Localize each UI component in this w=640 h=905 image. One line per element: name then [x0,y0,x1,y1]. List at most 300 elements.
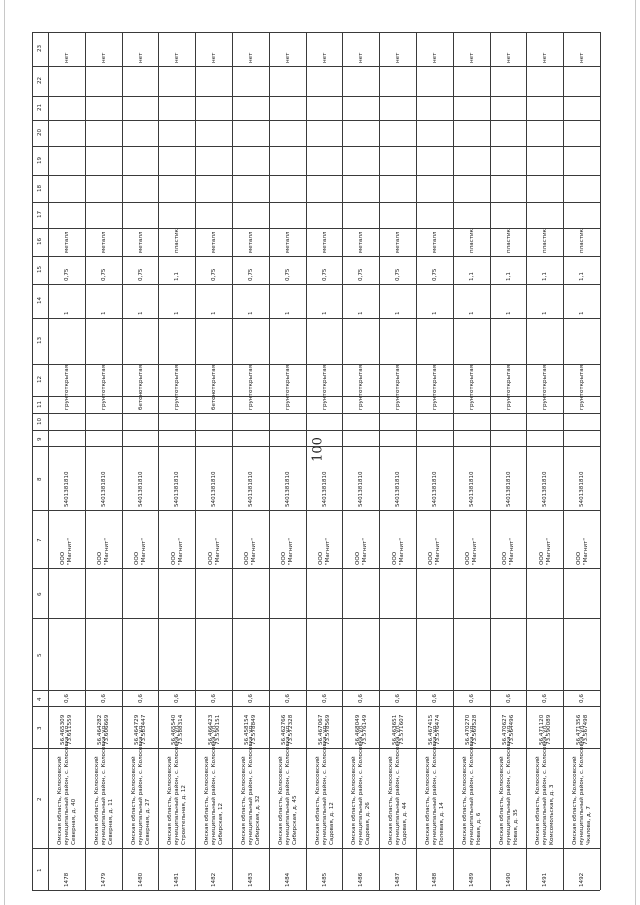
cell-c14: 1 [542,311,549,315]
cell-c3: 73.569528 [472,714,479,745]
cell-c12: открытая [247,364,254,393]
cell-c1: 1479 [100,872,107,887]
cell-c15: 0,75 [431,268,438,281]
cell-c2: Новая, д. 6 [475,812,482,845]
cell-c8: 5401381810 [358,471,365,507]
cell-c23: нет [247,52,254,63]
cell-c2: муниципальный район, с. Колосовка, ул. [358,724,365,845]
cell-c2: Северная, д. 11 [107,798,114,845]
column-header-2: 2 [37,797,43,801]
cell-c14: 1 [358,311,365,315]
grid-line-h [32,413,600,414]
cell-c2: Омская область, Колосовский [424,756,431,845]
cell-c3: 73.578849 [251,714,258,745]
cell-c15: 0,75 [358,268,365,281]
cell-c12: открытая [358,364,365,393]
grid-line-h [32,446,600,447]
grid-line-h [32,32,600,33]
column-header-7: 7 [37,538,43,542]
cell-c7: "Магнит" [472,538,479,565]
grid-line-v [453,32,454,890]
grid-line-v [48,32,49,890]
cell-c2: Омская область, Колосовский [56,756,63,845]
cell-c3: 73.590151 [214,714,221,745]
cell-c12: открытая [395,364,402,393]
cell-c12: открытая [284,364,291,393]
column-header-18: 18 [37,184,43,192]
grid-line-h [32,364,600,365]
grid-line-h [32,96,600,97]
column-header-20: 20 [37,128,43,136]
cell-c3: 56.467067 [318,714,324,745]
cell-c8: 5401381810 [247,471,254,507]
cell-c11: грунт [395,393,402,410]
cell-c7: ООО [465,551,472,565]
grid-line-h [32,318,600,319]
cell-c2: Северная, д. 40 [70,798,77,845]
cell-c11: грунт [431,393,438,410]
cell-c3: 56.464282 [97,714,104,745]
cell-c3: 56.470270 [465,714,472,745]
cell-c8: 5401381810 [468,471,475,507]
grid-line-v [490,32,491,890]
cell-c3: 56.471120 [538,714,545,745]
cell-c14: 1 [468,311,475,315]
cell-c7: ООО [428,551,435,565]
cell-c14: 1 [100,311,107,315]
cell-c3: 73.567498 [582,714,589,745]
cell-c2: муниципальный район, с. Колосовка, ул. [395,724,402,845]
cell-c2: Омская область, Колосовский [240,756,247,845]
cell-c12: открытая [579,364,586,393]
cell-c11: грунт [100,393,107,410]
cell-c4: 0,6 [358,694,365,703]
cell-c1: 1491 [542,872,549,887]
grid-line-v [416,32,417,890]
cell-c7: "Магнит" [214,538,221,565]
cell-c2: Сибирская, д. 45 [291,795,298,845]
cell-c11: грунт [579,393,586,410]
cell-c8: 5401381810 [63,471,70,507]
cell-c7: ООО [318,551,324,565]
cell-c7: ООО [354,551,361,565]
cell-c3: 56.463651 [391,714,398,745]
column-header-8: 8 [37,477,43,481]
cell-c2: муниципальный район, с. Колосовка, ул. [505,724,512,845]
cell-c14: 1 [247,311,254,315]
cell-c1: 1486 [358,872,365,887]
cell-c2: муниципальный район, с. Колосовка, ул. [174,724,181,845]
column-header-22: 22 [37,76,43,84]
cell-c4: 0,6 [100,694,107,703]
cell-c2: Омская область, Колосовский [351,756,358,845]
cell-c7: ООО [391,551,398,565]
grid-line-v [85,32,86,890]
cell-c3: 73.571607 [398,714,405,745]
cell-c7: "Магнит" [141,538,147,565]
grid-line-v [232,32,233,890]
cell-c14: 1 [431,311,438,315]
cell-c14: 1 [321,311,328,315]
column-header-12: 12 [37,375,43,383]
cell-c1: 1481 [174,872,181,887]
cell-c4: 0,6 [395,694,402,703]
grid-line-h [32,690,600,691]
cell-c4: 0,6 [247,694,254,703]
column-header-6: 6 [37,592,43,596]
grid-line-h [32,748,600,749]
cell-c1: 1483 [247,872,254,887]
grid-line-v [269,32,270,890]
cell-c16: пластик [542,228,549,253]
cell-c11: грунт [505,393,512,410]
cell-c3: 73.590089 [545,714,552,745]
cell-c4: 0,6 [137,694,144,703]
grid-line-h [32,256,600,257]
cell-c16: пластик [579,228,586,253]
table-border-v [600,32,601,890]
cell-c1: 1490 [505,872,512,887]
cell-c11: грунт [358,393,365,410]
grid-line-h [32,228,600,229]
cell-c2: муниципальный район, с. Колосовка, ул. [247,724,254,845]
grid-line-v [158,32,159,890]
grid-line-v [526,32,527,890]
cell-c12: открытая [542,364,549,393]
cell-c23: нет [284,52,291,63]
cell-c1: 1480 [137,872,144,887]
cell-c3: 56.466423 [207,714,214,745]
cell-c7: "Магнит" [288,538,295,565]
cell-c23: нет [174,52,181,63]
cell-c14: 1 [63,311,70,315]
cell-c2: муниципальный район, с. Колосовка, ул. [211,724,218,845]
cell-c2: Полевая, д. 14 [438,802,445,845]
cell-c7: "Магнит" [251,538,258,565]
cell-c7: ООО [281,551,288,565]
cell-c23: нет [468,52,475,63]
cell-c8: 5401381810 [431,471,438,507]
grid-line-h [32,175,600,176]
cell-c2: Омская область, Колосовский [535,756,542,845]
grid-line-v [342,32,343,890]
grid-line-h [32,568,600,569]
cell-c3: 73.606669 [104,714,111,745]
cell-c15: 1,1 [468,272,475,281]
cell-c2: муниципальный район, с. Колосовка, ул. [284,724,291,845]
cell-c12: открытая [505,364,512,393]
cell-c4: 0,6 [468,694,475,703]
grid-line-v [306,32,307,890]
cell-c2: Северная, д. 27 [144,798,151,845]
cell-c8: 5401381810 [395,471,402,507]
cell-c8: 5401381810 [100,471,107,507]
cell-c23: нет [542,52,549,63]
cell-c15: 0,75 [211,268,218,281]
cell-c8: 5401381810 [542,471,549,507]
cell-c8: 5401381810 [174,471,181,507]
cell-c1: 1489 [468,872,475,887]
cell-c14: 1 [284,311,291,315]
cell-c15: 1,1 [174,272,181,281]
column-header-17: 17 [37,210,43,218]
cell-c12: открытая [137,364,144,393]
column-header-21: 21 [37,103,43,111]
grid-line-h [32,120,600,121]
cell-c2: Омская область, Колосовский [130,756,137,845]
cell-c2: Омская область, Колосовский [388,756,395,845]
cell-c7: "Магнит" [67,538,74,565]
cell-c4: 0,6 [431,694,438,703]
cell-c2: Омская область, Колосовский [314,756,321,845]
cell-c8: 5401381810 [579,471,586,507]
cell-c23: нет [137,52,144,63]
table-border-v [32,32,33,890]
cell-c4: 0,6 [579,694,586,703]
cell-c15: 0,75 [137,268,144,281]
cell-c23: нет [505,52,512,63]
cell-c15: 0,75 [100,268,107,281]
column-header-3: 3 [37,726,43,730]
cell-c4: 0,6 [505,694,512,703]
cell-c8: 5401381810 [505,471,512,507]
cell-c2: муниципальный район, с. Колосовка, ул. [100,724,107,845]
cell-c3: 73.564496 [509,714,515,745]
cell-c23: нет [100,52,107,63]
column-header-13: 13 [37,336,43,344]
cell-c3: 73.576149 [361,714,368,745]
cell-c4: 0,6 [542,694,549,703]
cell-c3: 73.583447 [141,714,147,745]
cell-c7: ООО [502,551,508,565]
grid-line-h [32,510,600,511]
cell-c3: 56.465540 [170,714,177,745]
cell-c16: пластик [174,228,181,253]
cell-c3: 56.471356 [575,714,582,745]
cell-c2: Строительная, д. 12 [181,785,188,845]
column-header-23: 23 [37,44,43,52]
cell-c12: открытая [211,364,218,393]
cell-c2: Омская область, Колосовский [461,756,468,845]
grid-line-h [32,284,600,285]
column-header-11: 11 [37,400,43,408]
cell-c16: металл [211,231,218,253]
cell-c23: нет [211,52,218,63]
column-header-19: 19 [37,156,43,164]
cell-c4: 0,6 [284,694,291,703]
grid-line-h [32,848,600,849]
grid-line-v [122,32,123,890]
cell-c3: 56.458154 [244,714,251,745]
cell-c2: Омская область, Колосовский [93,756,100,845]
cell-c2: Садовая, д. 44 [402,802,409,845]
cell-c16: металл [284,231,291,253]
cell-c2: Омская область, Колосовский [204,756,211,845]
grid-line-h [32,430,600,431]
cell-c2: Омская область, Колосовский [498,756,505,845]
cell-c2: Комсомольская, д. 3 [549,784,556,845]
cell-c23: нет [321,52,328,63]
cell-c3: 73.572328 [288,714,295,745]
column-header-9: 9 [37,437,43,441]
cell-c15: 0,75 [395,268,402,281]
grid-line-v [379,32,380,890]
cell-c14: 1 [174,311,181,315]
cell-c23: нет [358,52,365,63]
cell-c12: открытая [174,364,181,393]
column-header-1: 1 [37,868,43,872]
cell-c2: Новая, д. 35 [512,809,519,845]
cell-c2: муниципальный район, с. Колосовка, ул. [579,724,586,845]
column-header-15: 15 [37,265,43,273]
cell-c1: 1485 [321,872,328,887]
cell-c14: 1 [505,311,512,315]
cell-c7: "Магнит" [325,538,331,565]
cell-c14: 1 [137,311,144,315]
cell-c3: 73.611559 [67,714,74,745]
cell-c16: металл [247,231,254,253]
cell-c7: ООО [170,551,177,565]
cell-c11: грунт [468,393,475,410]
cell-c7: "Магнит" [104,538,111,565]
cell-c3: 73.578569 [325,714,331,745]
cell-c14: 1 [211,311,218,315]
cell-c2: Омская область, Колосовский [167,756,174,845]
page-number: 100 [310,437,326,462]
column-header-16: 16 [37,237,43,245]
grid-line-h [32,66,600,67]
cell-c12: открытая [63,364,70,393]
cell-c2: муниципальный район, с. Колосовка, ул. [63,724,70,845]
cell-c2: Сибирская, д. 32 [254,795,261,845]
cell-c16: металл [63,231,70,253]
cell-c2: Чкалова, д. 7 [586,806,593,845]
grid-line-v [195,32,196,890]
cell-c11: грунт [63,393,70,410]
column-header-5: 5 [37,653,43,657]
cell-c12: открытая [468,364,475,393]
cell-c3: 73.588314 [177,714,184,745]
grid-line-v [563,32,564,890]
cell-c4: 0,6 [211,694,218,703]
cell-c15: 0,75 [284,268,291,281]
cell-c16: металл [395,231,402,253]
cell-c16: металл [100,231,107,253]
cell-c23: нет [579,52,586,63]
grid-line-h [32,890,600,891]
cell-c16: пластик [505,228,512,253]
cell-c7: "Магнит" [545,538,552,565]
grid-line-h [32,706,600,707]
cell-c7: "Магнит" [361,538,368,565]
cell-c15: 0,75 [247,268,254,281]
cell-c15: 1,1 [505,272,512,281]
cell-c11: грунт [321,393,328,410]
cell-c23: нет [395,52,402,63]
cell-c7: ООО [207,551,214,565]
cell-c2: муниципальный район, с. Колосовка, ул. [431,724,438,845]
cell-c3: 73.576474 [435,714,442,745]
cell-c7: ООО [134,551,140,565]
cell-c2: муниципальный район, с. Колосовка, ул. [321,724,328,845]
cell-c8: 5401381810 [137,471,144,507]
cell-c4: 0,6 [321,694,328,703]
cell-c7: ООО [97,551,104,565]
cell-c8: 5401381810 [211,471,218,507]
cell-c12: открытая [431,364,438,393]
cell-c7: "Магнит" [177,538,184,565]
cell-c12: открытая [321,364,328,393]
cell-c2: Садовая, д. 26 [365,802,372,845]
cell-c15: 0,75 [63,268,70,281]
column-header-4: 4 [37,697,43,701]
cell-c2: Садовая, д. 12 [328,802,335,845]
cell-c23: нет [63,52,70,63]
cell-c7: ООО [575,551,582,565]
cell-c11: бетон [137,392,144,410]
cell-c4: 0,6 [174,694,181,703]
cell-c3: 56.464729 [134,714,140,745]
cell-c23: нет [431,52,438,63]
grid-line-h [32,618,600,619]
cell-c12: открытая [100,364,107,393]
cell-c1: 1484 [284,872,291,887]
cell-c3: 56.468049 [354,714,361,745]
cell-c2: муниципальный район, с. Колосовка, ул. [542,724,549,845]
cell-c1: 1492 [579,872,586,887]
cell-c1: 1487 [395,872,402,887]
cell-c7: ООО [538,551,545,565]
cell-c7: "Магнит" [435,538,442,565]
cell-c3: 56.470627 [502,714,508,745]
cell-c8: 5401381810 [284,471,291,507]
cell-c3: 56.465309 [60,714,67,745]
cell-c4: 0,6 [63,694,70,703]
cell-c7: "Магнит" [509,538,515,565]
cell-c1: 1478 [63,872,70,887]
cell-c11: грунт [247,393,254,410]
grid-line-h [32,202,600,203]
cell-c11: грунт [284,393,291,410]
cell-c8: 5401381810 [321,471,328,507]
column-header-14: 14 [37,296,43,304]
cell-c16: металл [137,231,144,253]
cell-c3: 56.467415 [428,714,435,745]
grid-line-h [32,146,600,147]
cell-c15: 1,1 [579,272,586,281]
cell-c15: 1,1 [542,272,549,281]
cell-c7: "Магнит" [398,538,405,565]
cell-c16: пластик [468,228,475,253]
cell-c14: 1 [579,311,586,315]
cell-c2: муниципальный район, с. Колосовка, ул. [468,724,475,845]
cell-c11: грунт [174,393,181,410]
column-header-10: 10 [37,417,43,425]
cell-c7: ООО [60,551,67,565]
cell-c14: 1 [395,311,402,315]
cell-c1: 1482 [211,872,218,887]
cell-c16: металл [431,231,438,253]
grid-line-h [32,396,600,397]
cell-c16: металл [358,231,365,253]
cell-c2: Омская область, Колосовский [572,756,579,845]
cell-c7: ООО [244,551,251,565]
cell-c11: бетон [211,392,218,410]
cell-c2: Сибирская, 12 [218,802,225,845]
cell-c7: "Магнит" [582,538,589,565]
cell-c2: Омская область, Колосовский [277,756,284,845]
cell-c1: 1488 [431,872,438,887]
